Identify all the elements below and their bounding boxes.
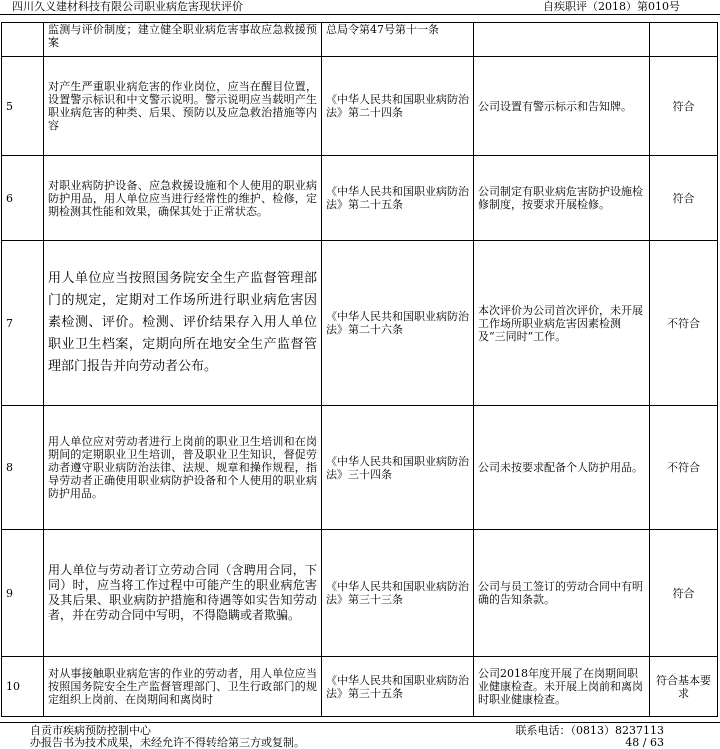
legal-basis-cell: 《中华人民共和国职业病防治法》第三十五条 — [322, 657, 474, 717]
status-cell — [474, 23, 650, 57]
table-row — [2, 406, 718, 530]
result-cell: 不符合 — [650, 241, 718, 406]
table-row — [2, 530, 718, 657]
status-cell: 公司设置有警示标示和告知牌。 — [474, 57, 650, 156]
row-number: 5 — [2, 57, 44, 156]
header-company-title: 四川久义建材科技有限公司职业病危害现状评价 — [12, 0, 243, 13]
requirement-cell: 对产生严重职业病危害的作业岗位，应当在醒目位置，设置警示标识和中文警示说明。警示说明应当载明产生职业病危害的种类、后果、预防以及应急救治措施等内容 — [44, 57, 322, 156]
page-footer-notice — [0, 736, 720, 749]
table-row — [2, 23, 718, 57]
header-report-number: 自疾职评（2018）第010号 — [543, 0, 680, 13]
row-number: 8 — [2, 406, 44, 530]
legal-basis-cell: 《中华人民共和国职业病防治法》第二十四条 — [322, 57, 474, 156]
status-cell: 本次评价为公司首次评价，未开展工作场所职业病危害因素检测及“三同时”工作。 — [474, 241, 650, 406]
status-cell: 公司2018年度开展了在岗期间职业健康检查。未开展上岗前和离岗时职业健康检查。 — [474, 657, 650, 717]
requirement-cell: 对从事接触职业病危害的作业的劳动者，用人单位应当按照国务院安全生产监督管理部门、卫生行政部门的规定组织上岗前、在岗期间和离岗时 — [44, 657, 322, 717]
requirement-cell: 监测与评价制度；建立健全职业病危害事故应急救援预案 — [44, 23, 322, 57]
row-number: 7 — [2, 241, 44, 406]
legal-basis-cell: 《中华人民共和国职业病防治法》三十四条 — [322, 406, 474, 530]
row-number — [2, 23, 44, 57]
requirement-cell: 用人单位应对劳动者进行上岗前的职业卫生培训和在岗期间的定期职业卫生培训，普及职业卫生知识，督促劳动者遵守职业病防治法律、法规、规章和操作规程，指导劳动者正确使用职业病防护设备和个人使用的职业病防护用品。 — [44, 406, 322, 530]
requirement-cell: 对职业病防护设备、应急救援设施和个人使用的职业病防护用品，用人单位应当进行经常性的维护、检修，定期检测其性能和效果，确保其处于正常状态。 — [44, 156, 322, 241]
footer-phone: 联系电话：（0813）8237113 — [515, 724, 664, 737]
requirement-cell: 用人单位应当按照国务院安全生产监督管理部门的规定，定期对工作场所进行职业病危害因素检测、评价。检测、评价结果存入用人单位职业卫生档案，定期向所在地安全生产监督管理部门报告并向劳动者公布。 — [44, 241, 322, 406]
page-header — [0, 0, 720, 15]
status-cell: 公司制定有职业病危害防护设施检修制度，按要求开展检修。 — [474, 156, 650, 241]
result-cell: 不符合 — [650, 406, 718, 530]
status-cell: 公司未按要求配备个人防护用品。 — [474, 406, 650, 530]
table-row — [2, 241, 718, 406]
legal-basis-cell: 《中华人民共和国职业病防治法》第三十三条 — [322, 530, 474, 657]
footer-organization: 自贡市疾病预防控制中心 — [30, 724, 151, 737]
table-row — [2, 657, 718, 717]
result-cell: 符合 — [650, 57, 718, 156]
result-cell: 符合 — [650, 156, 718, 241]
row-number: 9 — [2, 530, 44, 657]
requirement-cell: 用人单位与劳动者订立劳动合同（含聘用合同，下同）时，应当将工作过程中可能产生的职业病危害及其后果、职业病防护措施和待遇等如实告知劳动者，并在劳动合同中写明，不得隐瞒或者欺骗。 — [44, 530, 322, 657]
evaluation-table — [1, 22, 718, 717]
status-cell: 公司与员工签订的劳动合同中有明确的告知条款。 — [474, 530, 650, 657]
legal-basis-cell: 《中华人民共和国职业病防治法》第二十六条 — [322, 241, 474, 406]
legal-basis-cell: 总局令第47号第十一条 — [322, 23, 474, 57]
page-footer — [0, 722, 720, 736]
table-row — [2, 57, 718, 156]
result-cell: 符合基本要求 — [650, 657, 718, 717]
page-number: 48 / 63 — [625, 736, 664, 749]
footer-copyright-notice: 办报告书为技术成果，未经允许不得转给第三方或复制。 — [30, 736, 305, 749]
row-number: 10 — [2, 657, 44, 717]
table-row — [2, 156, 718, 241]
result-cell — [650, 23, 718, 57]
result-cell: 符合 — [650, 530, 718, 657]
row-number: 6 — [2, 156, 44, 241]
legal-basis-cell: 《中华人民共和国职业病防治法》第二十五条 — [322, 156, 474, 241]
